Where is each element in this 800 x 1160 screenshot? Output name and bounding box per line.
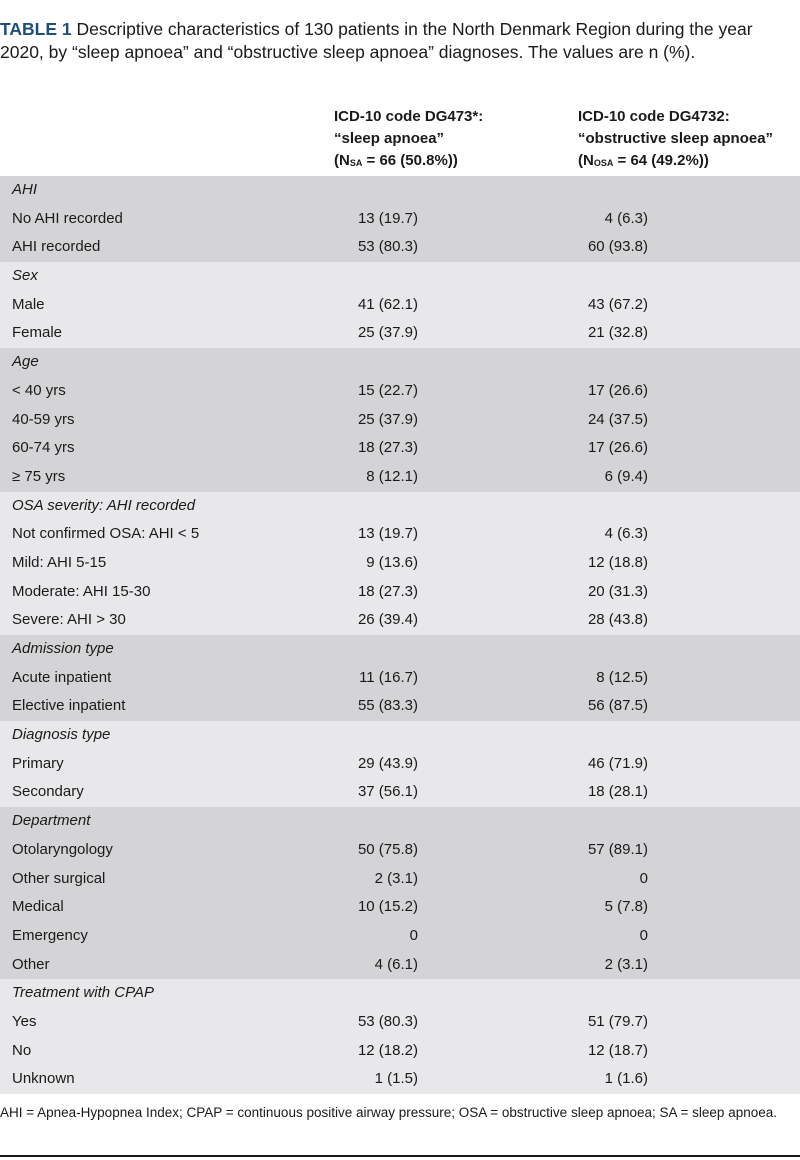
cell-sleep-apnoea: 50 (75.8) xyxy=(357,840,418,858)
cell-obstructive-sleep-apnoea: 12 (18.8) xyxy=(587,553,648,571)
cell-sleep-apnoea: 29 (43.9) xyxy=(357,754,418,772)
cell-obstructive-sleep-apnoea: 2 (3.1) xyxy=(604,955,648,973)
table-section xyxy=(0,979,800,1094)
cell-obstructive-sleep-apnoea: 8 (12.5) xyxy=(596,668,648,686)
cell-sleep-apnoea: 37 (56.1) xyxy=(357,783,418,801)
cell-obstructive-sleep-apnoea: 18 (28.1) xyxy=(587,783,648,801)
cell-obstructive-sleep-apnoea: 24 (37.5) xyxy=(587,410,648,428)
cell-sleep-apnoea: 25 (37.9) xyxy=(357,410,418,428)
section-title: Diagnosis type xyxy=(12,726,111,744)
cell-sleep-apnoea: 13 (19.7) xyxy=(357,209,418,227)
cell-obstructive-sleep-apnoea: 4 (6.3) xyxy=(604,209,648,227)
cell-obstructive-sleep-apnoea: 17 (26.6) xyxy=(587,381,648,399)
column-header-osa xyxy=(578,106,773,174)
table-section xyxy=(0,721,800,807)
cell-obstructive-sleep-apnoea: 28 (43.8) xyxy=(587,611,648,629)
section-title: OSA severity: AHI recorded xyxy=(12,496,196,514)
table-row xyxy=(0,836,800,865)
table-row xyxy=(0,520,800,549)
table-row xyxy=(0,233,800,262)
row-label: Severe: AHI > 30 xyxy=(12,611,126,629)
row-label: 40-59 yrs xyxy=(12,410,75,428)
table-row xyxy=(0,664,800,693)
table-row xyxy=(0,893,800,922)
table-row xyxy=(0,319,800,348)
cell-sleep-apnoea: 53 (80.3) xyxy=(357,238,418,256)
cell-sleep-apnoea: 2 (3.1) xyxy=(374,869,418,887)
table-footnote: AHI = Apnea-Hypopnea Index; CPAP = continuous positive airway pressure; OSA = obstructive sleep apnoea; SA = sleep apnoea. xyxy=(0,1105,777,1120)
cell-obstructive-sleep-apnoea: 60 (93.8) xyxy=(587,238,648,256)
cell-sleep-apnoea: 1 (1.5) xyxy=(374,1070,418,1088)
table-section xyxy=(0,348,800,491)
row-label: Secondary xyxy=(12,783,84,801)
table-body xyxy=(0,176,800,1094)
cell-sleep-apnoea: 0 xyxy=(409,926,418,944)
cell-sleep-apnoea: 53 (80.3) xyxy=(357,1012,418,1030)
cell-obstructive-sleep-apnoea: 51 (79.7) xyxy=(587,1012,648,1030)
cell-sleep-apnoea: 13 (19.7) xyxy=(357,525,418,543)
cell-obstructive-sleep-apnoea: 43 (67.2) xyxy=(587,295,648,313)
row-label: ≥ 75 yrs xyxy=(12,467,66,485)
section-title: Treatment with CPAP xyxy=(12,984,154,1002)
table-section xyxy=(0,262,800,348)
cell-sleep-apnoea: 26 (39.4) xyxy=(357,611,418,629)
row-label: No xyxy=(12,1041,32,1059)
section-title-row xyxy=(0,348,800,377)
row-label: AHI recorded xyxy=(12,238,101,256)
section-title: Sex xyxy=(12,267,38,285)
column-header-sa xyxy=(334,106,483,174)
table-row xyxy=(0,578,800,607)
table-row xyxy=(0,291,800,320)
column-header-count: ($N_{OSA} = 64$ (49.2%)) xyxy=(578,152,709,169)
table-row xyxy=(0,606,800,635)
table-section xyxy=(0,635,800,721)
cell-obstructive-sleep-apnoea: 0 xyxy=(639,926,648,944)
row-label: Mild: AHI 5-15 xyxy=(12,553,107,571)
column-header-line2: “obstructive sleep apnoea” xyxy=(578,130,774,147)
section-title-row xyxy=(0,176,800,205)
table-row xyxy=(0,1065,800,1094)
cell-sleep-apnoea: 18 (27.3) xyxy=(357,439,418,457)
row-label: Medical xyxy=(12,898,64,916)
row-label: < 40 yrs xyxy=(12,381,66,399)
cell-sleep-apnoea: 25 (37.9) xyxy=(357,324,418,342)
section-title: Department xyxy=(12,812,91,830)
column-header-count: ($N_{SA} = 66$ (50.8%)) xyxy=(334,152,458,169)
cell-obstructive-sleep-apnoea: 57 (89.1) xyxy=(587,840,648,858)
table-row xyxy=(0,1008,800,1037)
cell-obstructive-sleep-apnoea: 5 (7.8) xyxy=(604,898,648,916)
table-section xyxy=(0,807,800,979)
column-header-line2: “sleep apnoea” xyxy=(334,130,445,147)
row-label: Elective inpatient xyxy=(12,697,126,715)
row-label: Other xyxy=(12,955,50,973)
section-title-row xyxy=(0,807,800,836)
cell-sleep-apnoea: 9 (13.6) xyxy=(366,553,418,571)
row-label: Emergency xyxy=(12,926,88,944)
table-row xyxy=(0,406,800,435)
table-label: TABLE 1 xyxy=(0,19,72,39)
table-row xyxy=(0,778,800,807)
cell-obstructive-sleep-apnoea: 56 (87.5) xyxy=(587,697,648,715)
cell-obstructive-sleep-apnoea: 17 (26.6) xyxy=(587,439,648,457)
section-title: AHI xyxy=(12,181,38,198)
table-header xyxy=(0,106,800,176)
table-row xyxy=(0,377,800,406)
cell-obstructive-sleep-apnoea: 1 (1.6) xyxy=(604,1070,648,1088)
row-label: Moderate: AHI 15-30 xyxy=(12,582,151,600)
table-caption xyxy=(0,18,790,64)
table-row xyxy=(0,1037,800,1066)
section-title-row xyxy=(0,262,800,291)
section-title-row xyxy=(0,635,800,664)
row-label: Otolaryngology xyxy=(12,840,113,858)
cell-obstructive-sleep-apnoea: 6 (9.4) xyxy=(604,467,648,485)
row-label: No AHI recorded xyxy=(12,209,123,227)
section-title: Admission type xyxy=(12,640,114,657)
table-row xyxy=(0,951,800,980)
row-label: Primary xyxy=(12,754,64,772)
row-label: Not confirmed OSA: AHI < 5 xyxy=(12,525,200,543)
section-title-row xyxy=(0,492,800,521)
table-row xyxy=(0,692,800,721)
cell-sleep-apnoea: 18 (27.3) xyxy=(357,582,418,600)
row-label: Other surgical xyxy=(12,869,106,887)
row-label: 60-74 yrs xyxy=(12,439,75,457)
row-label: Female xyxy=(12,324,63,342)
cell-sleep-apnoea: 8 (12.1) xyxy=(366,467,418,485)
section-title: Age xyxy=(12,353,39,371)
table-row xyxy=(0,865,800,894)
table-row xyxy=(0,549,800,578)
row-label: Yes xyxy=(12,1012,37,1030)
table-row xyxy=(0,750,800,779)
column-header-line1: ICD-10 code DG473*: xyxy=(334,108,484,125)
table-row xyxy=(0,205,800,234)
cell-obstructive-sleep-apnoea: 12 (18.7) xyxy=(587,1041,648,1059)
cell-obstructive-sleep-apnoea: 4 (6.3) xyxy=(604,525,648,543)
section-title-row xyxy=(0,979,800,1008)
row-label: Unknown xyxy=(12,1070,75,1088)
table-row xyxy=(0,922,800,951)
table-bottom-rule xyxy=(0,1155,800,1157)
row-label: Acute inpatient xyxy=(12,668,112,686)
table-row xyxy=(0,463,800,492)
cell-obstructive-sleep-apnoea: 20 (31.3) xyxy=(587,582,648,600)
cell-obstructive-sleep-apnoea: 46 (71.9) xyxy=(587,754,648,772)
cell-sleep-apnoea: 10 (15.2) xyxy=(357,898,418,916)
cell-obstructive-sleep-apnoea: 0 xyxy=(639,869,648,887)
cell-obstructive-sleep-apnoea: 21 (32.8) xyxy=(587,324,648,342)
column-header-line1: ICD-10 code DG4732: xyxy=(578,108,730,125)
table-caption-text: Descriptive characteristics of 130 patients in the North Denmark Region during the year 2020, by “sleep apnoea” and “obstructive sleep apnoea” diagnoses. The values are n (%). xyxy=(0,19,753,62)
cell-sleep-apnoea: 15 (22.7) xyxy=(357,381,418,399)
section-title-row xyxy=(0,721,800,750)
table-section xyxy=(0,176,800,262)
table-section xyxy=(0,492,800,635)
cell-sleep-apnoea: 4 (6.1) xyxy=(374,955,418,973)
table-row xyxy=(0,434,800,463)
cell-sleep-apnoea: 55 (83.3) xyxy=(357,697,418,715)
cell-sleep-apnoea: 12 (18.2) xyxy=(357,1041,418,1059)
row-label: Male xyxy=(12,295,45,313)
cell-sleep-apnoea: 11 (16.7) xyxy=(359,668,418,686)
cell-sleep-apnoea: 41 (62.1) xyxy=(357,295,418,313)
